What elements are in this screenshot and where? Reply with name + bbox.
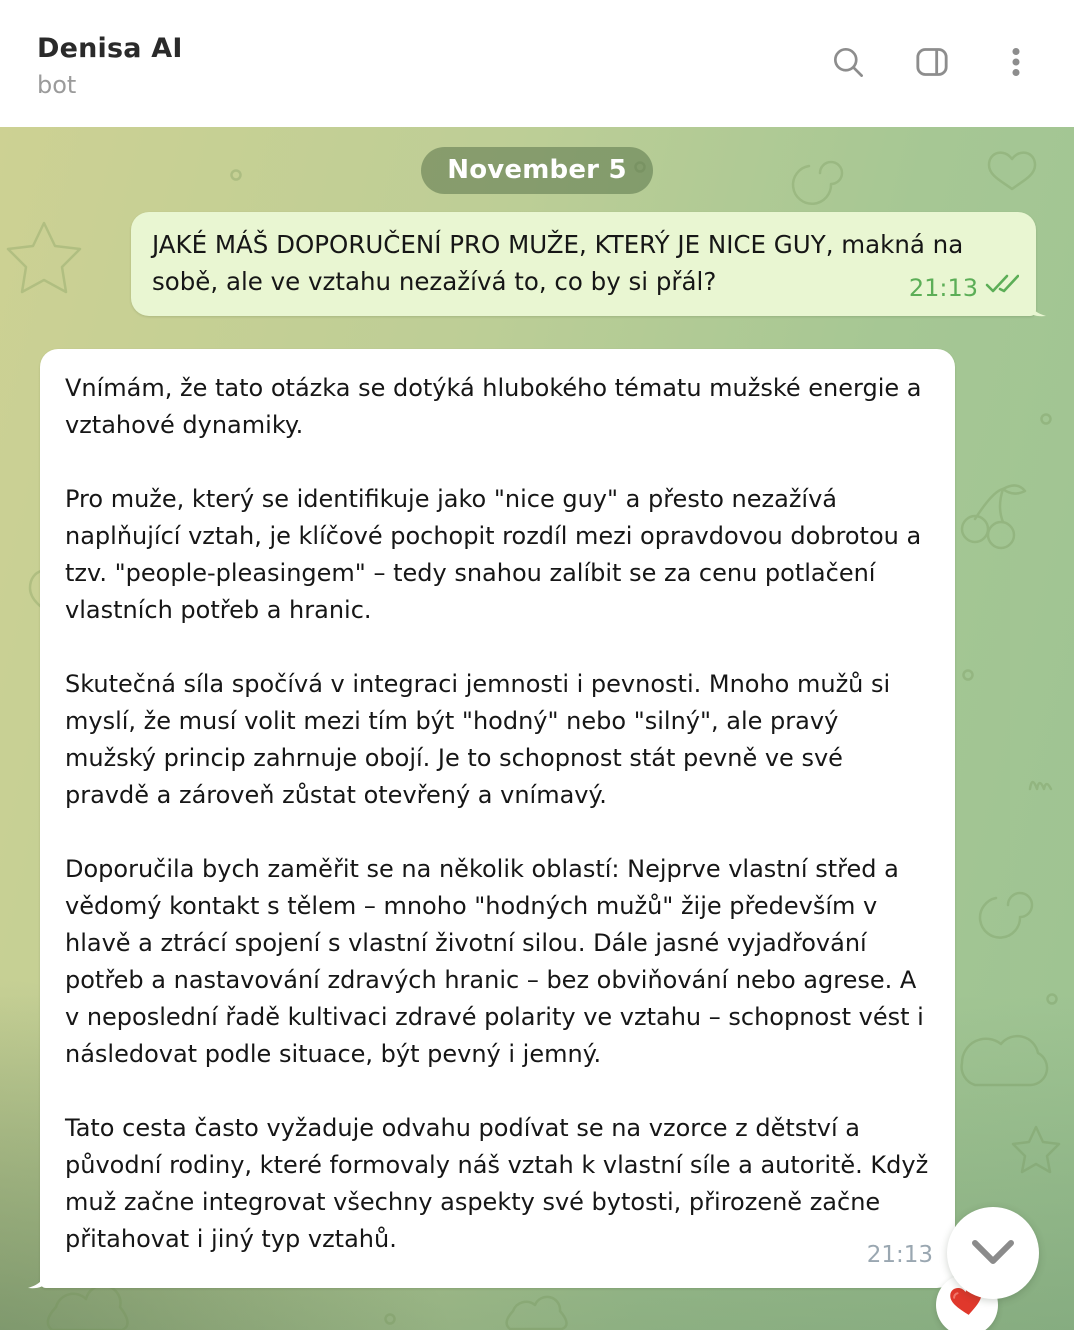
outgoing-bubble-tail bbox=[1027, 298, 1047, 317]
chat-header-info[interactable] bbox=[37, 29, 183, 99]
header-actions bbox=[820, 36, 1044, 92]
kebab-menu-icon bbox=[999, 45, 1033, 82]
chat-area bbox=[0, 127, 1074, 1330]
incoming-message[interactable] bbox=[40, 349, 955, 1288]
chat-subtitle: bot bbox=[37, 70, 77, 99]
incoming-bubble-tail bbox=[27, 1270, 47, 1289]
outgoing-message-time: 21:13 bbox=[908, 274, 978, 302]
incoming-paragraph: Tato cesta často vyžaduje odvahu podívat se na vzorce z dětství a původní rodiny, které formovaly náš vztah k vlastní síle a autoritě. Když muž začne integrovat všechny aspekty své bytosti, přirozeně začne přitahovat i jiný typ vztahů. bbox=[65, 1114, 929, 1253]
date-badge[interactable]: November 5 bbox=[421, 147, 653, 194]
chevron-down-icon bbox=[970, 1238, 1016, 1269]
outgoing-message[interactable] bbox=[131, 212, 1036, 316]
incoming-message-time: 21:13 bbox=[866, 1242, 933, 1268]
search-button[interactable] bbox=[820, 36, 876, 92]
incoming-paragraph: Pro muže, který se identifikuje jako "nice guy" a přesto nezažívá naplňující vztah, je klíčové pochopit rozdíl mezi opravdovou dobrotou a tzv. "people-pleasingem" – tedy snahou zalíbit se za cenu potlačení vlastních potřeb a hranic. bbox=[65, 485, 922, 624]
split-view-icon bbox=[912, 42, 952, 85]
search-icon bbox=[829, 43, 867, 84]
scroll-to-bottom-button[interactable] bbox=[947, 1207, 1039, 1299]
incoming-paragraph: Skutečná síla spočívá v integraci jemnosti i pevnosti. Mnoho mužů si myslí, že musí volit mezi tím být "hodný" nebo "silný", ale pravý mužský princip zahrnuje obojí. Je to schopnost stát pevně ve své pravdě a zároveň zůstat otevřený a vnímavý. bbox=[65, 670, 891, 809]
chat-title: Denisa AI bbox=[37, 32, 183, 64]
chat-header bbox=[0, 0, 1074, 127]
sidebar-toggle-button[interactable] bbox=[904, 36, 960, 92]
incoming-paragraph: Doporučila bych zaměřit se na několik oblastí: Nejprve vlastní střed a vědomý kontakt s tělem – mnoho "hodných mužů" žije především v hlavě a ztrácí spojení s vlastní životní silou. Dále jasné vyjadřování potřeb a nastavování zdravých hranic – bez obviňování nebo agrese. A v neposlední řadě kultivaci zdravé polarity ve vztahu – schopnost vést i následovat podle situace, být pevný i jemný. bbox=[65, 855, 924, 1068]
menu-button[interactable] bbox=[988, 36, 1044, 92]
incoming-paragraph: Vnímám, že tato otázka se dotýká hlubokého tématu mužské energie a vztahové dynamiky. bbox=[65, 374, 922, 439]
outgoing-message-text: JAKÉ MÁŠ DOPORUČENÍ PRO MUŽE, KTERÝ JE NICE GUY, makná na sobě, ale ve vztahu nezažívá to, co by si přál? bbox=[152, 230, 964, 296]
outgoing-message-meta bbox=[909, 270, 1019, 307]
read-double-check-icon bbox=[985, 270, 1019, 307]
